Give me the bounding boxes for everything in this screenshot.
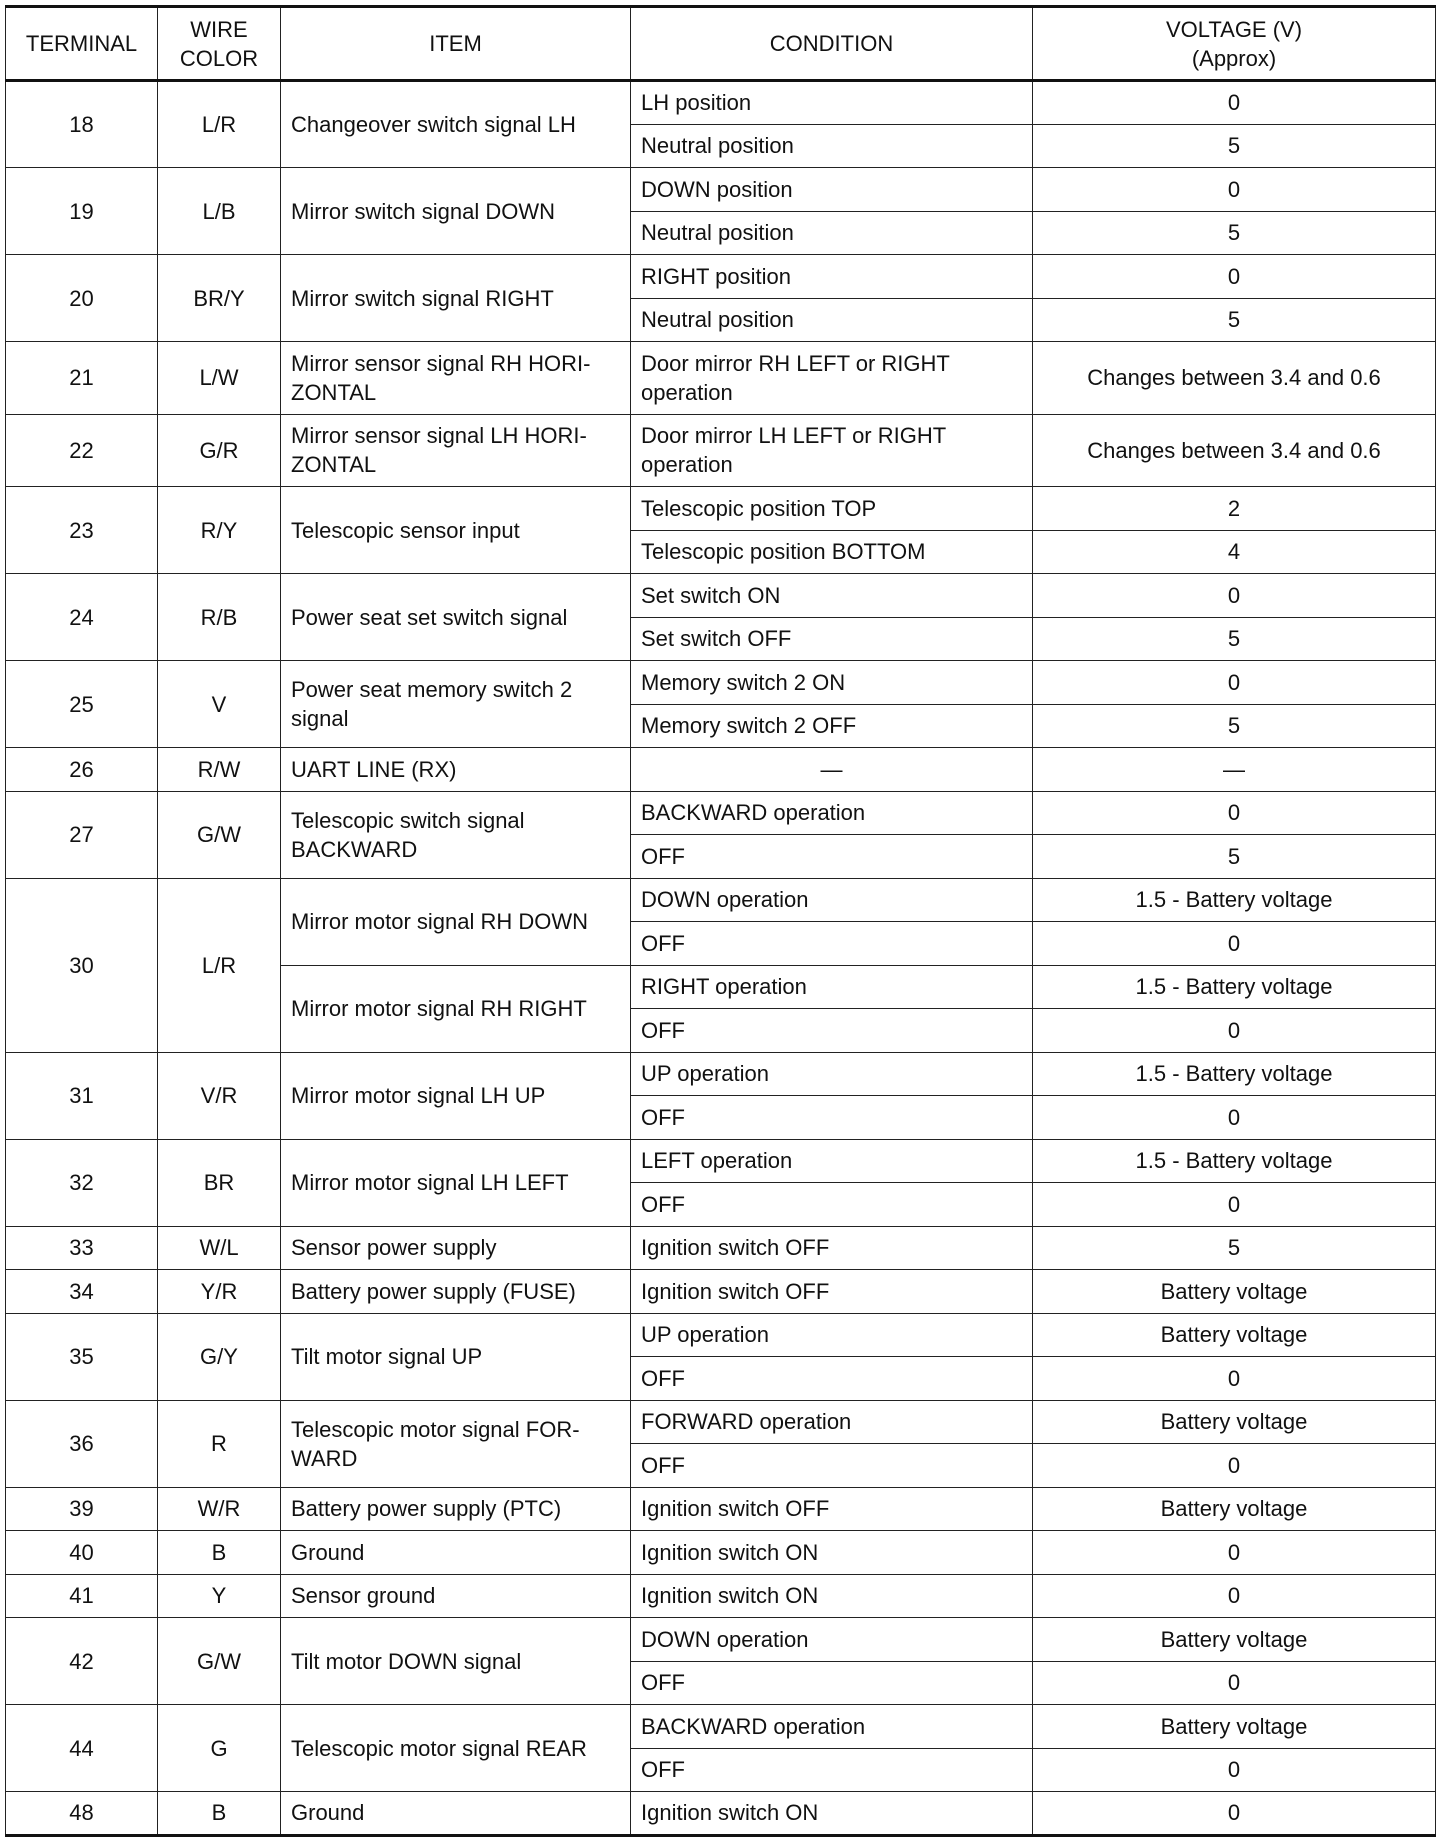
table-row (6, 1487, 1436, 1531)
table-row (6, 1705, 1436, 1749)
wire-color-cell: G/W (158, 791, 281, 878)
voltage-cell: Changes between 3.4 and 0.6 (1033, 414, 1436, 487)
item-cell: Mirror switch signal RIGHT (281, 255, 631, 342)
table-row (6, 168, 1436, 212)
terminal-cell: 19 (6, 168, 158, 255)
voltage-cell: 0 (1033, 791, 1436, 835)
item-cell: Telescopic motor signal FOR-WARD (281, 1400, 631, 1487)
condition-cell: Door mirror LH LEFT or RIGHT operation (631, 414, 1033, 487)
wire-color-cell: L/R (158, 81, 281, 168)
terminal-cell: 36 (6, 1400, 158, 1487)
voltage-cell: 1.5 - Battery voltage (1033, 1139, 1436, 1183)
terminal-cell: 20 (6, 255, 158, 342)
wire-color-cell: G (158, 1705, 281, 1792)
table-row (6, 1400, 1436, 1444)
terminal-cell: 18 (6, 81, 158, 168)
condition-cell: DOWN operation (631, 1618, 1033, 1662)
condition-cell: Telescopic position TOP (631, 487, 1033, 531)
voltage-cell: 5 (1033, 1226, 1436, 1270)
wire-color-cell: G/R (158, 414, 281, 487)
table-row (6, 1270, 1436, 1314)
voltage-cell: Battery voltage (1033, 1313, 1436, 1357)
wire-color-cell: L/B (158, 168, 281, 255)
voltage-cell: 0 (1033, 1748, 1436, 1792)
wire-color-cell: R (158, 1400, 281, 1487)
voltage-cell: 0 (1033, 574, 1436, 618)
condition-cell: Neutral position (631, 298, 1033, 342)
table-row (6, 878, 1436, 922)
condition-cell: LH position (631, 81, 1033, 125)
item-cell: Mirror switch signal DOWN (281, 168, 631, 255)
wire-color-cell: L/R (158, 878, 281, 1052)
wire-color-cell: R/W (158, 748, 281, 792)
condition-cell: Ignition switch ON (631, 1574, 1033, 1618)
voltage-cell: Battery voltage (1033, 1487, 1436, 1531)
wire-color-cell: Y (158, 1574, 281, 1618)
header-item: ITEM (281, 7, 631, 81)
header-wire-color: WIRE COLOR (158, 7, 281, 81)
condition-cell: RIGHT operation (631, 965, 1033, 1009)
condition-cell: OFF (631, 1748, 1033, 1792)
voltage-cell: 1.5 - Battery voltage (1033, 878, 1436, 922)
condition-cell: LEFT operation (631, 1139, 1033, 1183)
item-cell: Sensor power supply (281, 1226, 631, 1270)
condition-cell: DOWN operation (631, 878, 1033, 922)
condition-cell: Ignition switch ON (631, 1531, 1033, 1575)
voltage-cell: 5 (1033, 298, 1436, 342)
terminal-cell: 21 (6, 342, 158, 415)
table-row (6, 414, 1436, 487)
wire-color-cell: B (158, 1792, 281, 1836)
condition-cell: Neutral position (631, 124, 1033, 168)
voltage-cell: 4 (1033, 530, 1436, 574)
header-condition: CONDITION (631, 7, 1033, 81)
item-cell: Power seat set switch signal (281, 574, 631, 661)
header-terminal: TERMINAL (6, 7, 158, 81)
condition-cell: — (631, 748, 1033, 792)
terminal-cell: 24 (6, 574, 158, 661)
condition-cell: Memory switch 2 ON (631, 661, 1033, 705)
item-cell: UART LINE (RX) (281, 748, 631, 792)
condition-cell: UP operation (631, 1052, 1033, 1096)
terminal-voltage-table (5, 5, 1436, 1837)
wire-color-cell: BR (158, 1139, 281, 1226)
terminal-cell: 48 (6, 1792, 158, 1836)
voltage-cell: 0 (1033, 1574, 1436, 1618)
condition-cell: RIGHT position (631, 255, 1033, 299)
voltage-cell: 0 (1033, 1183, 1436, 1227)
condition-cell: Set switch ON (631, 574, 1033, 618)
condition-cell: UP operation (631, 1313, 1033, 1357)
terminal-cell: 22 (6, 414, 158, 487)
table-row (6, 1531, 1436, 1575)
table-row (6, 1052, 1436, 1096)
voltage-cell: 0 (1033, 1009, 1436, 1053)
voltage-cell: 0 (1033, 1531, 1436, 1575)
voltage-cell: 0 (1033, 81, 1436, 125)
terminal-cell: 31 (6, 1052, 158, 1139)
voltage-cell: 0 (1033, 922, 1436, 966)
condition-cell: Neutral position (631, 211, 1033, 255)
table-row (6, 342, 1436, 415)
terminal-cell: 42 (6, 1618, 158, 1705)
terminal-cell: 39 (6, 1487, 158, 1531)
voltage-cell: 0 (1033, 1096, 1436, 1140)
table-row (6, 81, 1436, 125)
wire-color-cell: B (158, 1531, 281, 1575)
item-cell: Tilt motor DOWN signal (281, 1618, 631, 1705)
condition-cell: Set switch OFF (631, 617, 1033, 661)
voltage-cell: 5 (1033, 704, 1436, 748)
voltage-cell: 0 (1033, 1357, 1436, 1401)
item-cell: Mirror motor signal RH DOWN (281, 878, 631, 965)
table-row (6, 1792, 1436, 1836)
voltage-cell: 0 (1033, 661, 1436, 705)
condition-cell: Ignition switch OFF (631, 1487, 1033, 1531)
condition-cell: OFF (631, 1096, 1033, 1140)
wire-color-cell: Y/R (158, 1270, 281, 1314)
condition-cell: Memory switch 2 OFF (631, 704, 1033, 748)
condition-cell: OFF (631, 922, 1033, 966)
voltage-cell: Battery voltage (1033, 1400, 1436, 1444)
voltage-cell: 0 (1033, 1444, 1436, 1488)
wire-color-cell: W/L (158, 1226, 281, 1270)
wire-color-cell: G/W (158, 1618, 281, 1705)
wire-color-cell: W/R (158, 1487, 281, 1531)
condition-cell: OFF (631, 1357, 1033, 1401)
table-row (6, 791, 1436, 835)
voltage-cell: 0 (1033, 255, 1436, 299)
terminal-cell: 32 (6, 1139, 158, 1226)
table-row (6, 748, 1436, 792)
terminal-cell: 27 (6, 791, 158, 878)
voltage-cell: Battery voltage (1033, 1618, 1436, 1662)
item-cell: Mirror sensor signal RH HORI-ZONTAL (281, 342, 631, 415)
table-body (6, 81, 1436, 1836)
terminal-cell: 26 (6, 748, 158, 792)
item-cell: Changeover switch signal LH (281, 81, 631, 168)
voltage-cell: 1.5 - Battery voltage (1033, 1052, 1436, 1096)
terminal-cell: 34 (6, 1270, 158, 1314)
wire-color-cell: BR/Y (158, 255, 281, 342)
voltage-cell: Battery voltage (1033, 1705, 1436, 1749)
voltage-cell: 2 (1033, 487, 1436, 531)
terminal-table-container (5, 5, 1435, 1837)
voltage-cell: 5 (1033, 617, 1436, 661)
voltage-cell: 5 (1033, 124, 1436, 168)
condition-cell: Ignition switch OFF (631, 1226, 1033, 1270)
voltage-cell: 5 (1033, 835, 1436, 879)
terminal-cell: 33 (6, 1226, 158, 1270)
terminal-cell: 23 (6, 487, 158, 574)
item-cell: Tilt motor signal UP (281, 1313, 631, 1400)
item-cell: Mirror motor signal LH LEFT (281, 1139, 631, 1226)
wire-color-cell: V/R (158, 1052, 281, 1139)
item-cell: Mirror motor signal RH RIGHT (281, 965, 631, 1052)
table-row (6, 1139, 1436, 1183)
condition-cell: Telescopic position BOTTOM (631, 530, 1033, 574)
condition-cell: Ignition switch ON (631, 1792, 1033, 1836)
terminal-cell: 25 (6, 661, 158, 748)
table-row (6, 1574, 1436, 1618)
wire-color-cell: L/W (158, 342, 281, 415)
table-row (6, 661, 1436, 705)
voltage-cell: Battery voltage (1033, 1270, 1436, 1314)
condition-cell: Ignition switch OFF (631, 1270, 1033, 1314)
voltage-cell: Changes between 3.4 and 0.6 (1033, 342, 1436, 415)
wire-color-cell: R/Y (158, 487, 281, 574)
condition-cell: DOWN position (631, 168, 1033, 212)
voltage-cell: 5 (1033, 211, 1436, 255)
voltage-cell: — (1033, 748, 1436, 792)
table-row (6, 255, 1436, 299)
voltage-cell: 0 (1033, 168, 1436, 212)
wire-color-cell: V (158, 661, 281, 748)
item-cell: Battery power supply (FUSE) (281, 1270, 631, 1314)
terminal-cell: 41 (6, 1574, 158, 1618)
condition-cell: BACKWARD operation (631, 1705, 1033, 1749)
condition-cell: OFF (631, 1183, 1033, 1227)
item-cell: Ground (281, 1792, 631, 1836)
table-row (6, 574, 1436, 618)
table-row (6, 1226, 1436, 1270)
voltage-cell: 1.5 - Battery voltage (1033, 965, 1436, 1009)
wire-color-cell: G/Y (158, 1313, 281, 1400)
terminal-cell: 30 (6, 878, 158, 1052)
voltage-cell: 0 (1033, 1792, 1436, 1836)
item-cell: Sensor ground (281, 1574, 631, 1618)
terminal-cell: 40 (6, 1531, 158, 1575)
voltage-cell: 0 (1033, 1661, 1436, 1705)
condition-cell: BACKWARD operation (631, 791, 1033, 835)
item-cell: Telescopic sensor input (281, 487, 631, 574)
item-cell: Telescopic motor signal REAR (281, 1705, 631, 1792)
condition-cell: OFF (631, 1444, 1033, 1488)
wire-color-cell: R/B (158, 574, 281, 661)
item-cell: Mirror sensor signal LH HORI-ZONTAL (281, 414, 631, 487)
item-cell: Telescopic switch signal BACKWARD (281, 791, 631, 878)
header-voltage: VOLTAGE (V) (Approx) (1033, 7, 1436, 81)
table-row (6, 1618, 1436, 1662)
condition-cell: OFF (631, 1009, 1033, 1053)
condition-cell: Door mirror RH LEFT or RIGHT operation (631, 342, 1033, 415)
condition-cell: FORWARD operation (631, 1400, 1033, 1444)
table-row (6, 487, 1436, 531)
item-cell: Ground (281, 1531, 631, 1575)
item-cell: Power seat memory switch 2 signal (281, 661, 631, 748)
item-cell: Mirror motor signal LH UP (281, 1052, 631, 1139)
condition-cell: OFF (631, 835, 1033, 879)
table-header (6, 7, 1436, 81)
item-cell: Battery power supply (PTC) (281, 1487, 631, 1531)
table-row (6, 1313, 1436, 1357)
terminal-cell: 44 (6, 1705, 158, 1792)
terminal-cell: 35 (6, 1313, 158, 1400)
condition-cell: OFF (631, 1661, 1033, 1705)
